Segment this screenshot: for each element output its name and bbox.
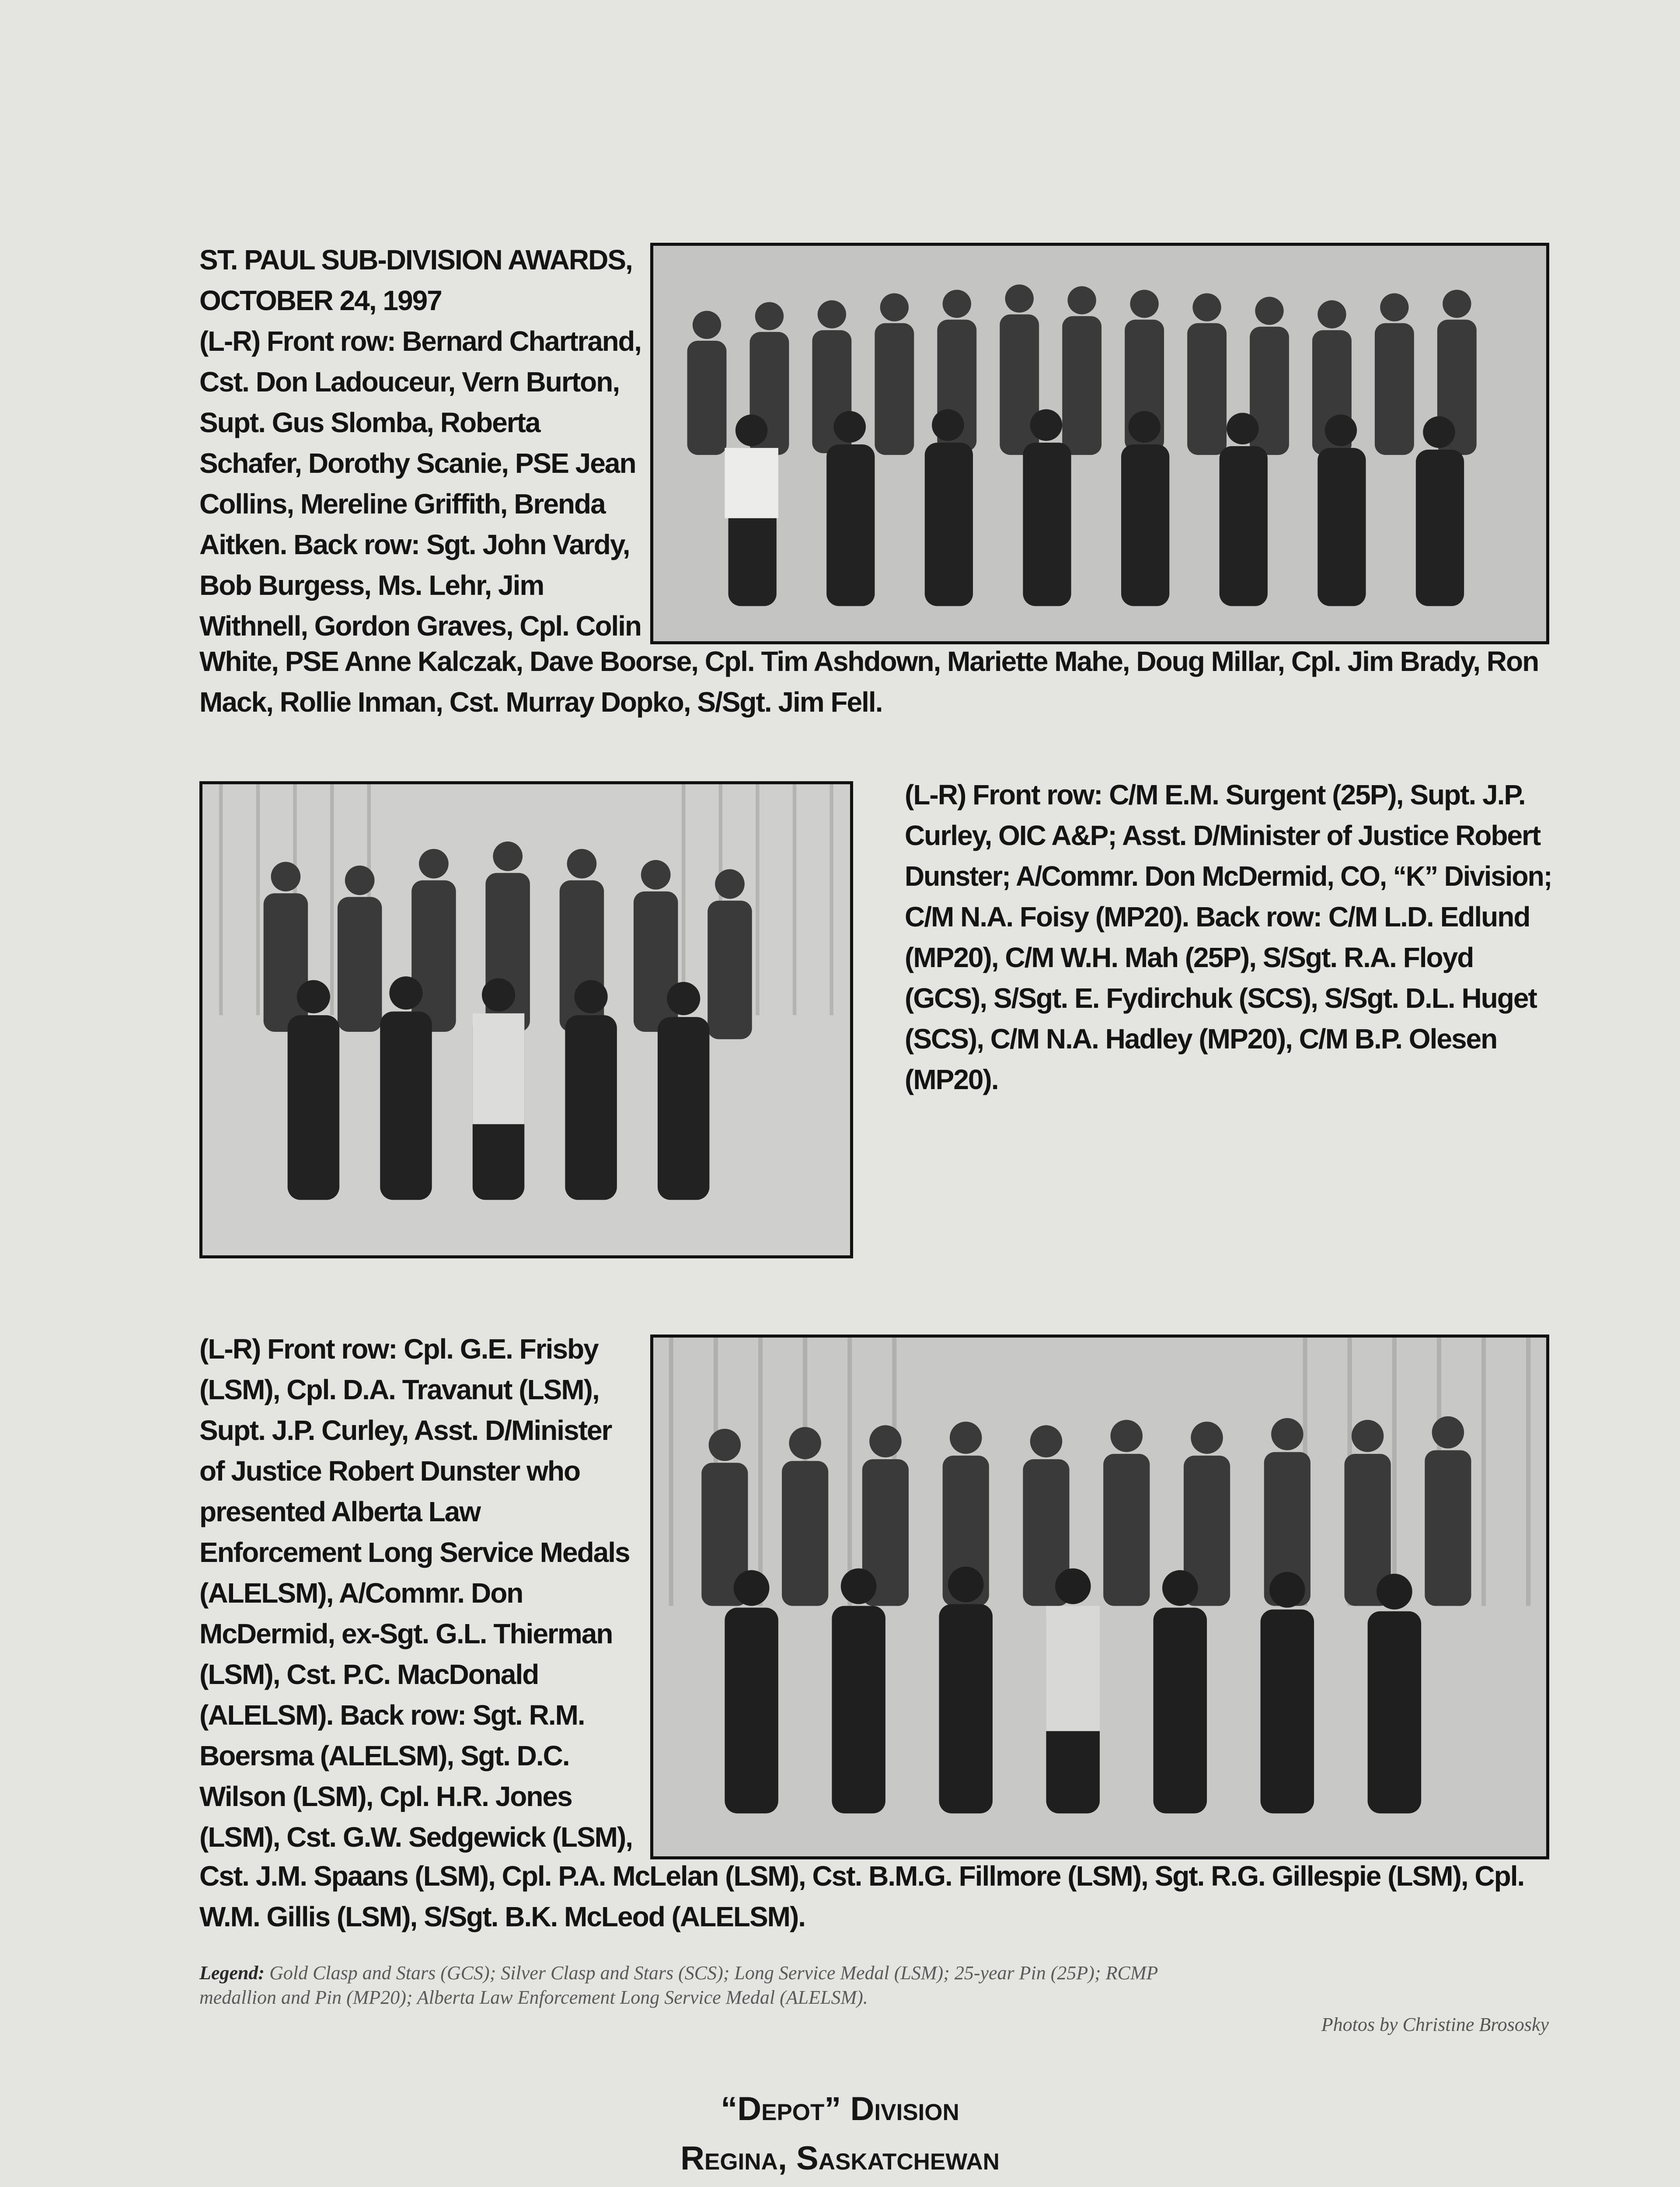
caption-line: presented Alberta Law xyxy=(199,1496,481,1527)
caption-line: (LSM), Cpl. D.A. Travanut (LSM), xyxy=(199,1374,599,1405)
caption-line: (GCS), S/Sgt. E. Fydirchuk (SCS), S/Sgt. D.L. Huget xyxy=(905,982,1537,1014)
caption-line: Bob Burgess, Ms. Lehr, Jim xyxy=(199,569,544,601)
caption-line: Wilson (LSM), Cpl. H.R. Jones xyxy=(199,1781,572,1812)
legend-line2: medallion and Pin (MP20); Alberta Law Enforcement Long Service Medal (ALELSM). xyxy=(199,1987,868,2008)
caption-line: Dunster; A/Commr. Don McDermid, CO, “K” Division; xyxy=(905,860,1552,892)
caption-line: W.M. Gillis (LSM), S/Sgt. B.K. McLeod (ALELSM). xyxy=(199,1901,805,1932)
caption-line: White, PSE Anne Kalczak, Dave Boorse, Cpl. Tim Ashdown, Mariette Mahe, Doug Millar, Cpl. Jim Brady, Ron xyxy=(199,646,1539,677)
legend-text: Gold Clasp and Stars (GCS); Silver Clasp and Stars (SCS); Long Service Medal (LSM); 25-year Pin (25P); RCMP xyxy=(269,1962,1158,1984)
award2-caption xyxy=(905,775,1552,1100)
caption-line: (L-R) Front row: Cpl. G.E. Frisby xyxy=(199,1333,598,1365)
caption-line: (L-R) Front row: Bernard Chartrand, xyxy=(199,325,641,357)
award1-group-photo xyxy=(650,243,1549,644)
award3-caption-continued xyxy=(199,1856,1551,1937)
caption-line: of Justice Robert Dunster who xyxy=(199,1455,580,1487)
award1-heading-line2: OCTOBER 24, 1997 xyxy=(199,285,442,316)
division-name: “Depot” Division xyxy=(721,2090,959,2128)
caption-line: (MP20), C/M W.H. Mah (25P), S/Sgt. R.A. Floyd xyxy=(905,942,1474,973)
award1-caption-continued xyxy=(199,641,1551,723)
award3-caption xyxy=(199,1329,641,1858)
caption-line: Enforcement Long Service Medals xyxy=(199,1537,630,1568)
caption-line: (ALELSM), A/Commr. Don xyxy=(199,1577,523,1609)
award2-group-photo xyxy=(199,781,853,1258)
caption-line: Collins, Mereline Griffith, Brenda xyxy=(199,488,605,520)
legend-line1 xyxy=(199,1961,1551,1985)
caption-line: (ALELSM). Back row: Sgt. R.M. xyxy=(199,1699,585,1731)
caption-line: C/M N.A. Foisy (MP20). Back row: C/M L.D. Edlund xyxy=(905,901,1530,933)
award3-group-photo xyxy=(650,1335,1549,1859)
caption-line: Supt. J.P. Curley, Asst. D/Minister xyxy=(199,1415,612,1446)
award1-heading-line1: ST. PAUL SUB-DIVISION AWARDS, xyxy=(199,244,632,276)
award1-caption xyxy=(199,240,641,646)
caption-line: (LSM), Cst. P.C. MacDonald xyxy=(199,1659,539,1690)
caption-line: Schafer, Dorothy Scanie, PSE Jean xyxy=(199,447,636,479)
caption-line: Curley, OIC A&P; Asst. D/Minister of Justice Robert xyxy=(905,820,1541,851)
caption-line: Cst. Don Ladouceur, Vern Burton, xyxy=(199,366,620,398)
caption-line: (L-R) Front row: C/M E.M. Surgent (25P), Supt. J.P. xyxy=(905,779,1525,811)
caption-line: (LSM), Cst. G.W. Sedgewick (LSM), xyxy=(199,1821,633,1853)
caption-line: Cst. J.M. Spaans (LSM), Cpl. P.A. McLelan (LSM), Cst. B.M.G. Fillmore (LSM), Sgt. R.G. Gillespie (LSM), Cpl. xyxy=(199,1860,1524,1892)
caption-line: Mack, Rollie Inman, Cst. Murray Dopko, S/Sgt. Jim Fell. xyxy=(199,686,882,718)
caption-line: Aitken. Back row: Sgt. John Vardy, xyxy=(199,529,630,560)
caption-line: McDermid, ex-Sgt. G.L. Thierman xyxy=(199,1618,613,1649)
photo-credit: Photos by Christine Brososky xyxy=(1321,2014,1549,2035)
caption-line: (SCS), C/M N.A. Hadley (MP20), C/M B.P. Olesen xyxy=(905,1023,1497,1055)
caption-line: Supt. Gus Slomba, Roberta xyxy=(199,407,540,438)
caption-line: Boersma (ALELSM), Sgt. D.C. xyxy=(199,1740,569,1771)
caption-line: Withnell, Gordon Graves, Cpl. Colin xyxy=(199,610,641,642)
caption-line: (MP20). xyxy=(905,1064,998,1095)
legend xyxy=(199,1961,1551,2010)
division-location: Regina, Saskatchewan xyxy=(680,2140,1000,2177)
legend-label: Legend: xyxy=(199,1962,265,1984)
